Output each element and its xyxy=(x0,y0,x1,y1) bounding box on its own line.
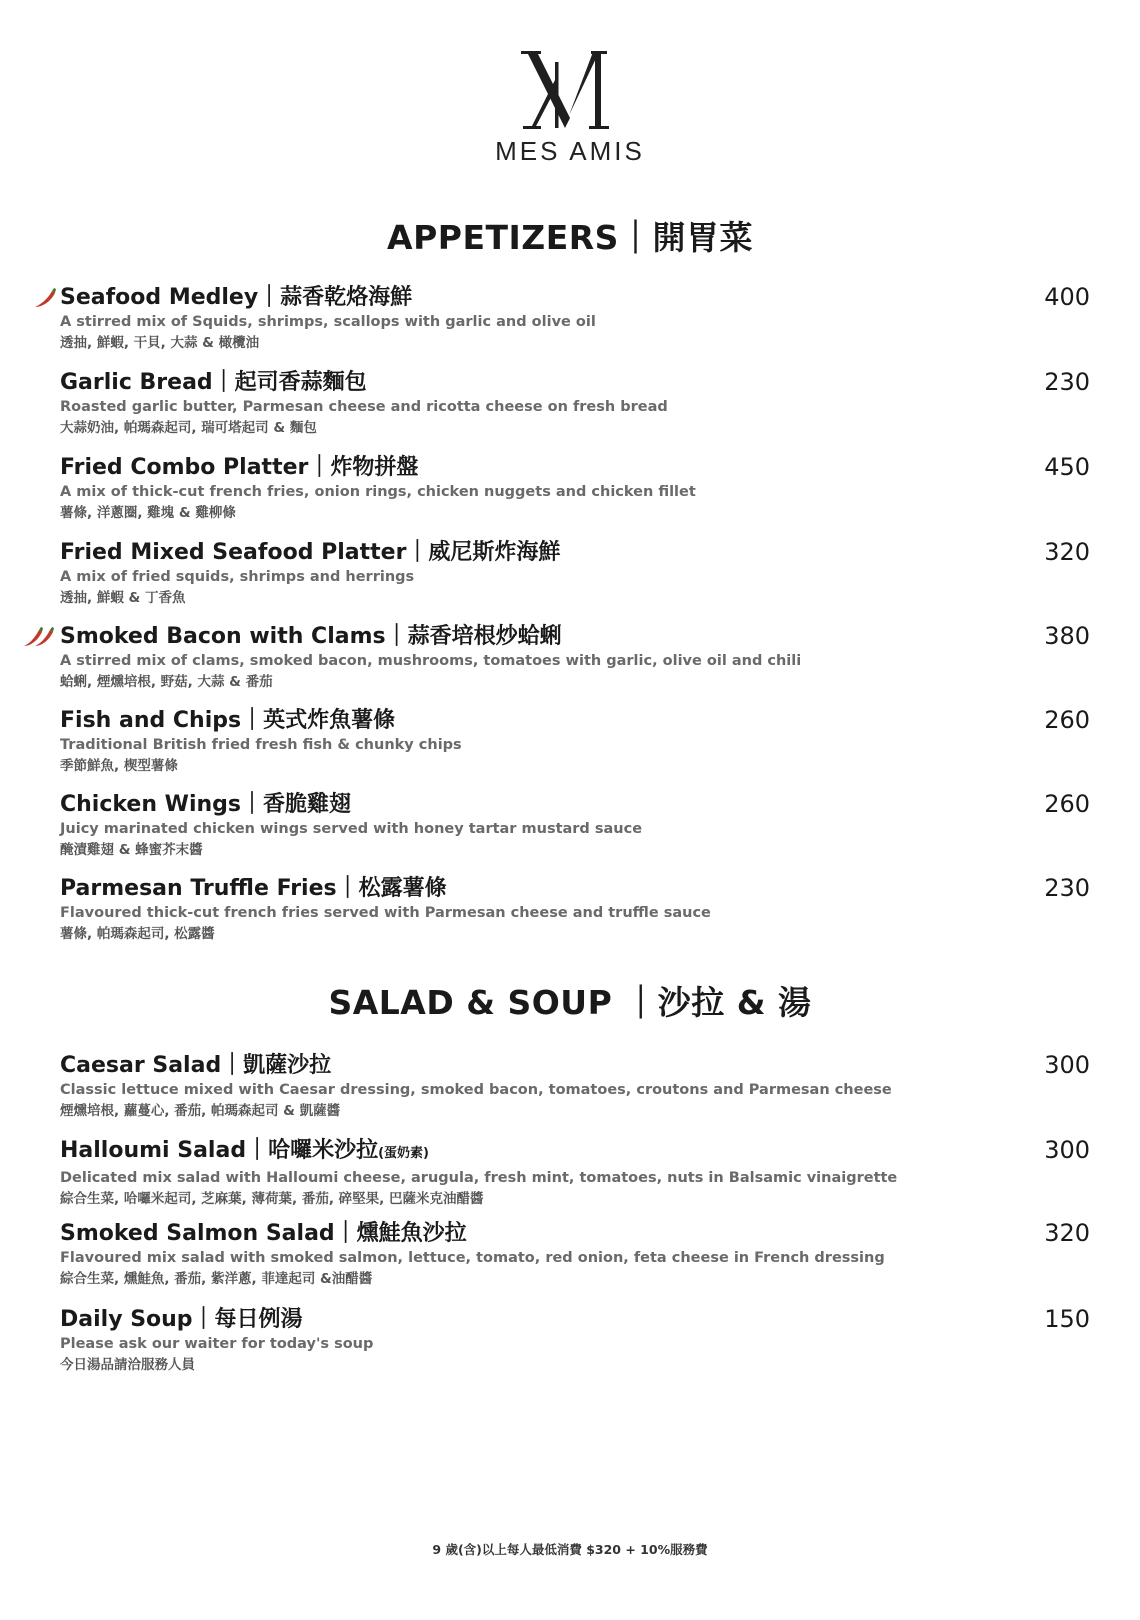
chili-pepper-icon xyxy=(32,287,58,309)
item-name-row xyxy=(60,1137,1090,1167)
item-description-zh: 綜合生菜, 哈囉米起司, 芝麻葉, 薄荷葉, 番茄, 碎堅果, 巴薩米克油醋醬 xyxy=(60,1191,484,1207)
item-name: Smoked Salmon Salad｜燻鮭魚沙拉 xyxy=(60,1221,467,1246)
menu-item xyxy=(60,539,1090,608)
mes-amis-monogram-icon xyxy=(515,48,625,134)
item-description: A mix of fried squids, shrimps and herrings xyxy=(60,569,415,585)
item-description-zh: 綜合生菜, 燻鮭魚, 番茄, 紫洋蔥, 菲達起司 &油醋醬 xyxy=(60,1271,373,1287)
menu-item xyxy=(60,454,1090,523)
item-price: 380 xyxy=(1044,622,1090,650)
footer-note: 9 歲(含)以上每人最低消費 $320 + 10%服務費 xyxy=(432,1542,708,1557)
item-price: 320 xyxy=(1044,538,1090,566)
item-description-zh: 蛤蜊, 煙燻培根, 野菇, 大蒜 & 番茄 xyxy=(60,674,273,690)
item-name: Fried Combo Platter｜炸物拼盤 xyxy=(60,455,419,480)
item-description: A stirred mix of Squids, shrimps, scallops with garlic and olive oil xyxy=(60,314,596,330)
item-description: Juicy marinated chicken wings served with honey tartar mustard sauce xyxy=(60,821,643,837)
item-description: Traditional British fried fresh fish & chunky chips xyxy=(60,737,462,753)
chili-pepper-icon xyxy=(22,626,58,648)
item-description: Flavoured mix salad with smoked salmon, lettuce, tomato, red onion, feta cheese in French dressing xyxy=(60,1250,885,1266)
item-price: 450 xyxy=(1044,453,1090,481)
menu-item xyxy=(60,369,1090,438)
item-price: 400 xyxy=(1044,283,1090,311)
item-price: 320 xyxy=(1044,1219,1090,1247)
menu-item xyxy=(60,623,1090,692)
item-name: Seafood Medley｜蒜香乾烙海鮮 xyxy=(60,285,413,310)
item-description-zh: 季節鮮魚, 楔型薯條 xyxy=(60,758,178,774)
item-name: Chicken Wings｜香脆雞翅 xyxy=(60,792,351,817)
item-name: Parmesan Truffle Fries｜松露薯條 xyxy=(60,876,447,901)
item-name: Garlic Bread｜起司香蒜麵包 xyxy=(60,370,367,395)
item-description-zh: 透抽, 鮮蝦 & 丁香魚 xyxy=(60,590,186,606)
item-price: 230 xyxy=(1044,368,1090,396)
item-description-zh: 薯條, 帕瑪森起司, 松露醬 xyxy=(60,926,215,942)
brand-logo xyxy=(0,48,1140,167)
item-description-zh: 大蒜奶油, 帕瑪森起司, 瑞可塔起司 & 麵包 xyxy=(60,420,317,436)
item-name: Smoked Bacon with Clams｜蒜香培根炒蛤蜊 xyxy=(60,624,562,649)
item-price: 150 xyxy=(1044,1305,1090,1333)
section-title-appetizers: APPETIZERS｜開胃菜 xyxy=(387,218,753,257)
item-price: 300 xyxy=(1044,1051,1090,1079)
item-description-zh: 煙燻培根, 蘿蔓心, 番茄, 帕瑪森起司 & 凱薩醬 xyxy=(60,1103,341,1119)
item-price: 300 xyxy=(1044,1136,1090,1164)
item-name: Daily Soup｜每日例湯 xyxy=(60,1307,303,1332)
menu-item xyxy=(60,1052,1090,1121)
item-dietary-note: (蛋奶素) xyxy=(378,1146,429,1161)
item-price: 260 xyxy=(1044,706,1090,734)
item-description-zh: 薯條, 洋蔥圈, 雞塊 & 雞柳條 xyxy=(60,505,236,521)
item-description: A mix of thick-cut french fries, onion rings, chicken nuggets and chicken fillet xyxy=(60,484,696,500)
item-name: Fish and Chips｜英式炸魚薯條 xyxy=(60,708,396,733)
item-description: Please ask our waiter for today's soup xyxy=(60,1336,374,1352)
item-description: Classic lettuce mixed with Caesar dressing, smoked bacon, tomatoes, croutons and Parmesan cheese xyxy=(60,1082,892,1098)
item-name: Halloumi Salad｜哈囉米沙拉 xyxy=(60,1138,379,1163)
menu-item xyxy=(60,1306,1090,1375)
menu-item xyxy=(60,791,1090,860)
item-description: A stirred mix of clams, smoked bacon, mushrooms, tomatoes with garlic, olive oil and chili xyxy=(60,653,802,669)
item-description-zh: 透抽, 鮮蝦, 干貝, 大蒜 & 橄欖油 xyxy=(60,335,260,351)
item-description: Delicated mix salad with Halloumi cheese, arugula, fresh mint, tomatoes, nuts in Balsamic vinaigrette xyxy=(60,1170,898,1186)
section-title-salad-soup: SALAD & SOUP ｜沙拉 & 湯 xyxy=(328,983,812,1022)
item-price: 230 xyxy=(1044,874,1090,902)
item-description: Flavoured thick-cut french fries served with Parmesan cheese and truffle sauce xyxy=(60,905,711,921)
menu-item xyxy=(60,1220,1090,1289)
item-description: Roasted garlic butter, Parmesan cheese and ricotta cheese on fresh bread xyxy=(60,399,668,415)
item-name: Fried Mixed Seafood Platter｜威尼斯炸海鮮 xyxy=(60,540,561,565)
item-price: 260 xyxy=(1044,790,1090,818)
item-description-zh: 今日湯品請洽服務人員 xyxy=(60,1357,195,1373)
menu-item xyxy=(60,875,1090,944)
item-name: Caesar Salad｜凱薩沙拉 xyxy=(60,1053,332,1078)
item-description-zh: 醃漬雞翅 & 蜂蜜芥末醬 xyxy=(60,842,203,858)
menu-item xyxy=(60,1137,1090,1209)
menu-item xyxy=(60,284,1090,353)
menu-item xyxy=(60,707,1090,776)
brand-name: MES AMIS xyxy=(495,136,645,166)
